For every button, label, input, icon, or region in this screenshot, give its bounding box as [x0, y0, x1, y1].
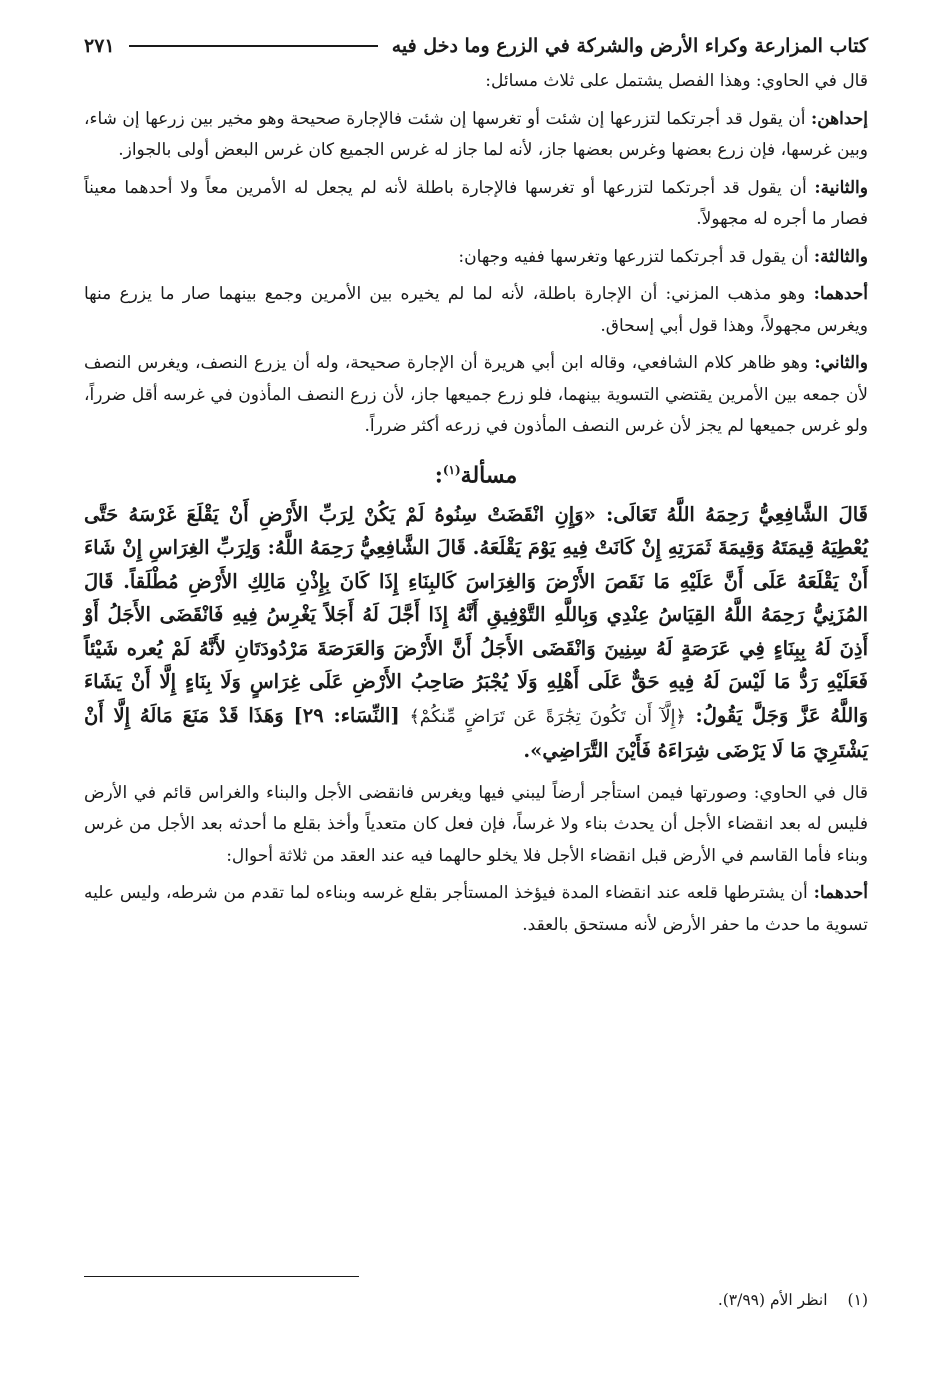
quran-verse: ﴿إِلَّآ أَن تَكُونَ تِجَٰرَةً عَن تَرَاضٍ مِّنكُمْ﴾ [409, 706, 686, 727]
section-heading [84, 453, 868, 492]
paragraph-third-case [84, 242, 868, 274]
paragraph-text: أن يقول قد أجرتكما لتزرعها أو تغرسها فالإجارة باطلة لأنه لم يجعل له الأمرين معاً ولا أحدهما معيناً فصار ما أجره له مجهولاً. [84, 177, 868, 229]
running-header [84, 28, 868, 64]
footnote-divider [84, 1276, 359, 1277]
paragraph-lead: والثاني: [814, 353, 868, 373]
paragraph-second-case [84, 173, 868, 236]
paragraph-intro-text: قال في الحاوي: وهذا الفصل يشتمل على ثلاث مسائل: [485, 71, 868, 91]
matn-text: قَالَ الشَّافِعِيُّ رَحِمَهُ اللَّهُ تَعَالَى: «وَإِنِ انْقَضَتْ سِنُوهُ لَمْ يَكُنْ لِرَبِّ الأَرْضِ أَنْ يَقْلَعَ غَرْسَهُ حَتَّى يُعْطِيَهُ قِيمَتَهُ وَقِيمَةَ ثَمَرَتِهِ إِنْ كَانَتْ فِيهِ يَوْمَ يَقْلَعَهُ. قَالَ الشَّافِعِيُّ رَحِمَهُ اللَّهُ: وَلِرَبِّ الغِرَاسِ إِنْ شَاءَ أَنْ يَقْلَعَهُ عَلَى أَنَّ عَلَيْهِ مَا نَقَصَ الأَرْضَ وَالغِرَاسَ كَالبِنَاءِ إِذَا كَانَ بِإِذْنِ مَالِكِ الأَرْضِ مُطْلَقاً. قَالَ المُزَنِيُّ رَحِمَهُ اللَّهُ القِيَاسُ عِنْدِي وَبِاللَّهِ التَّوْفِيقِ أَنَّهُ إِذَا أَجَّلَ لَهُ أَجَلاً يَغْرِسُ فِيهِ فَانْقَضَى الأَجَلُ أَوْ أَذِنَ لَهُ بِبِنَاءٍ فِي عَرَصَةٍ لَهُ سِنِينَ وَانْقَضَى الأَجَلُ أَنَّ الأَرْضَ وَالعَرَصَةَ مَرْدُودَتَانِ لأَنَّهُ لَمْ يُعره شَيْئاً فَعَلَيْهِ رَدُّ مَا لَيْسَ لَهُ فِيهِ حَقٌّ عَلَى أَهْلِهِ وَلَا يُجْبَرُ صَاحِبُ الأَرْضِ عَلَى غِرَاسٍ وَلَا بِنَاءٍ إِلَّا أَنْ يَشَاءَ وَاللَّهُ عَزَّ وَجَلَّ يَقُولُ: [84, 502, 868, 727]
paragraph-commentary [84, 778, 868, 873]
footnote [84, 1291, 868, 1309]
paragraph-commentary-first [84, 878, 868, 941]
page-number: ٢٧١ [84, 35, 115, 57]
header-rule [129, 45, 378, 47]
footnote-ref[interactable]: (١) [442, 462, 461, 477]
paragraph-lead: إحداهن: [810, 108, 868, 129]
matn-text-continued: [النِّسَاء: ٢٩] وَهَذَا قَدْ مَنَعَ مَالَهُ إِلَّا أَنْ يَشْتَرِيَ مَا لَا يَرْضَى شِرَاءَهُ فَأَيْنَ التَّرَاضِي». [84, 703, 868, 763]
section-heading-text: مسألة [460, 461, 518, 488]
paragraph-text: وهو ظاهر كلام الشافعي، وقاله ابن أبي هريرة أن الإجارة صحيحة، وله أن يزرع النصف، ويغرس النصف لأن جمعه بين الأمرين يقتضي التسوية بينهما، فلو زرع جميعها جاز، لأن زرع النصف المأذون في غرسه أقل ضرراً، ولو غرس جميعها لم يجز لأن غرس النصف المأذون في زرعه أكثر ضرراً. [84, 353, 868, 436]
paragraph-second-view [84, 348, 868, 443]
paragraph-text: قال في الحاوي: وصورتها فيمن استأجر أرضاً ليبني فيها ويغرس فانقضى الأجل والبناء والغراس قائم في الأرض فليس له بعد انقضاء الأجل أن يحدث بناء ولا غرساً، فإن فعل كان متعدياً وأخذ بقلع ما أحدثه بعد الأجل من غرس وبناء فأما القاسم في الأرض قبل انقضاء الأجل فلا يخلو حالهما فيه عند العقد من ثلاثة أحوال: [84, 782, 868, 866]
paragraph-text: أن يقول قد أجرتكما لتزرعها إن شئت أو تغرسها إن شئت فالإجارة صحيحة وهو مخير بين زرعها إن شاء، وبين غرسها، فإن زرع بعضها وغرس بعضها جاز، لأنه لما جاز له غرس الجميع كان غرس البعض أولى بالجواز. [84, 108, 868, 160]
paragraph-text: وهو مذهب المزني: أن الإجارة باطلة، لأنه لما لم يخيره بين الأمرين وجمع بينهما صار ما يزرع منها ويغرس مجهولاً، وهذا قول أبي إسحاق. [84, 284, 868, 336]
footnote-text: انظر الأم (٣/٩٩). [717, 1291, 828, 1309]
paragraph-lead: أحدهما: [813, 284, 868, 304]
paragraph-first-case [84, 104, 868, 167]
page [84, 28, 868, 941]
section-heading-colon: : [434, 461, 443, 488]
paragraph-lead: والثانية: [814, 177, 868, 198]
paragraph-lead: والثالثة: [813, 246, 868, 267]
footnote-number: (١) [847, 1291, 868, 1309]
paragraph-lead: أحدهما: [813, 883, 868, 904]
paragraph-text: أن يشترطها قلعه عند انقضاء المدة فيؤخذ المستأجر بقلع غرسه وبناءه لما تقدم من شرطه، وليس عليه تسوية ما حدث ما حفر الأرض لأنه مستحق بالعقد. [84, 883, 868, 935]
paragraph-first-view [84, 279, 868, 342]
paragraph-text: أن يقول قد أجرتكما لتزرعها وتغرسها ففيه وجهان: [458, 246, 814, 267]
matn-text-block [84, 498, 868, 768]
paragraph-intro [84, 66, 868, 98]
header-title: كتاب المزارعة وكراء الأرض والشركة في الزرع وما دخل فيه [391, 35, 868, 57]
